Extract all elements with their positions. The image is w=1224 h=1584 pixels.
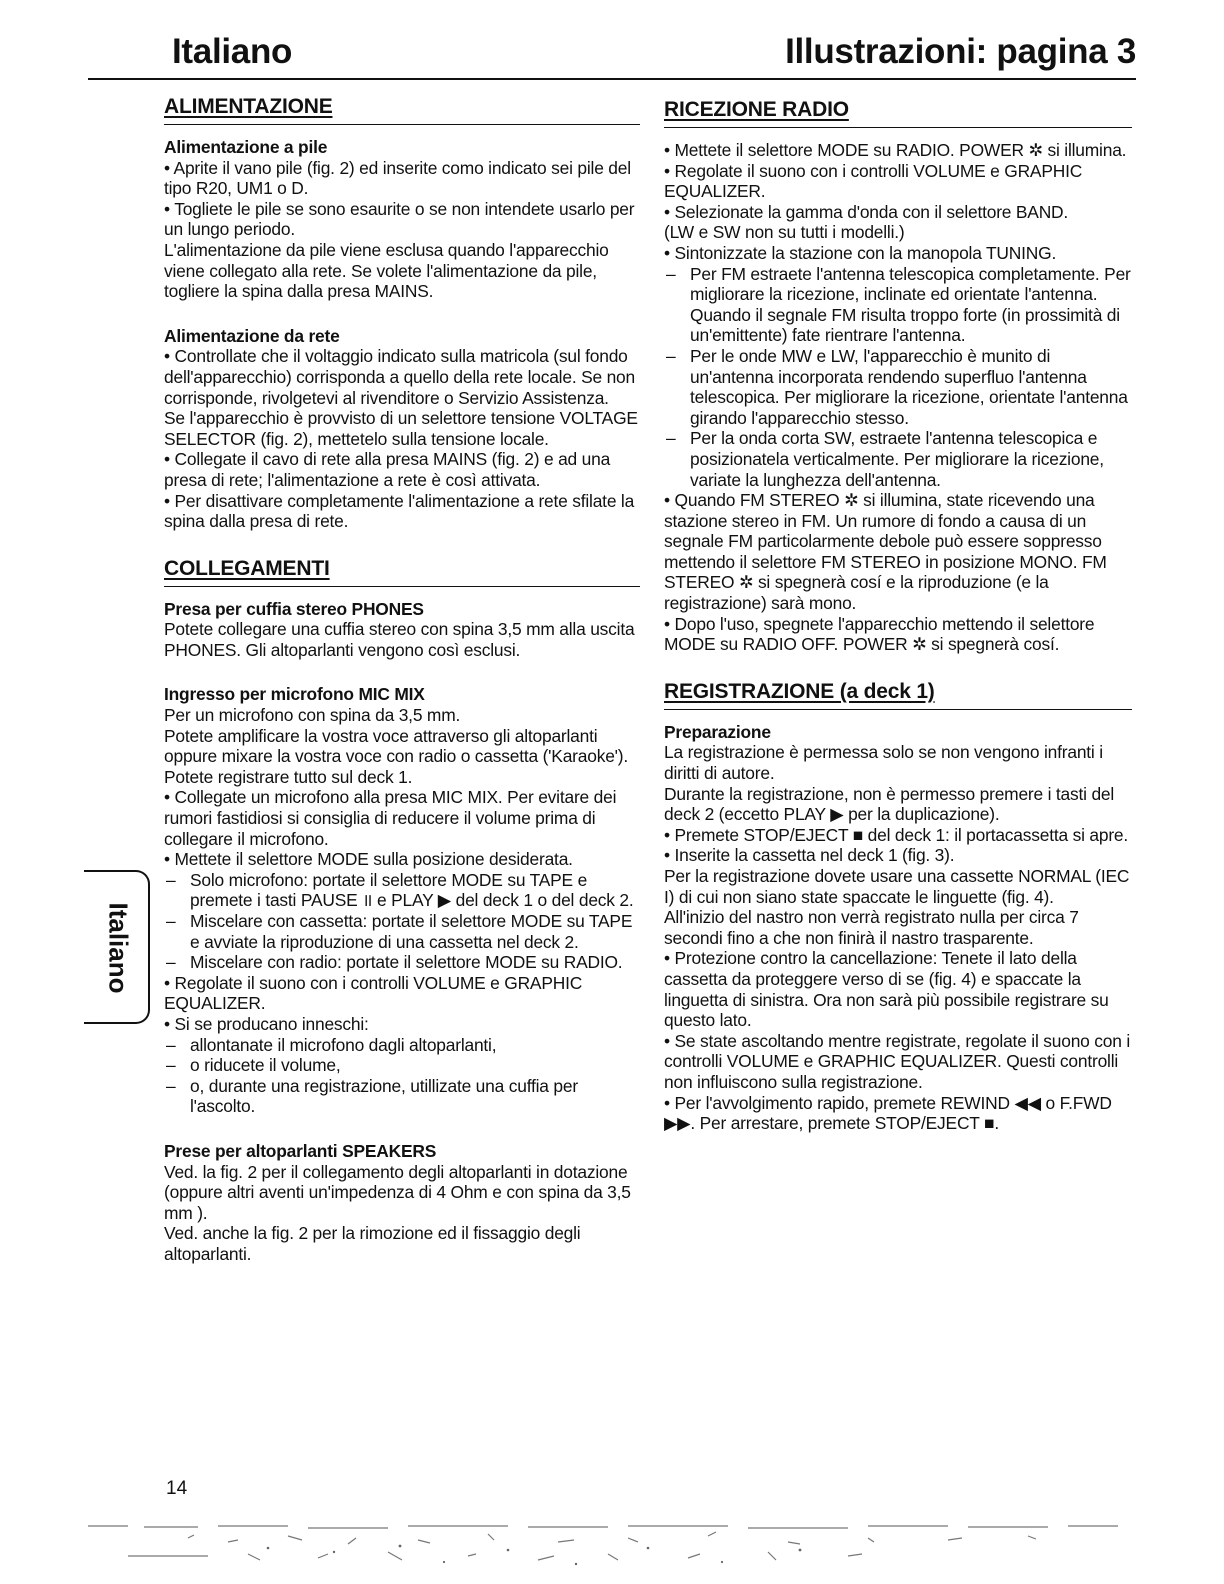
- bullet-item: • Per l'avvolgimento rapido, premete REWIND ◀◀ o F.FWD ▶▶. Per arrestare, premete STOP/EJECT ■.: [664, 1092, 1112, 1134]
- dash-item: – Solo microfono: portate il selettore MODE su TAPE e premete i tasti PAUSE ॥ e PLAY ▶ del deck 1 o del deck 2.: [164, 870, 640, 911]
- section-registrazione: [664, 679, 1132, 1134]
- bullet-item: • Sintonizzate la stazione con la manopola TUNING.: [664, 242, 1057, 263]
- section-collegamenti: [164, 556, 640, 1265]
- bullet-item: • Selezionate la gamma d'onda con il selettore BAND.: [664, 201, 1069, 222]
- bullet-item: • Se state ascoltando mentre registrate, regolate il suono con i controlli VOLUME e GRAPHIC EQUALIZER. Questi controlli non influiscono sulla registrazione.: [664, 1030, 1131, 1092]
- dash-item: – o riducete il volume,: [164, 1055, 640, 1076]
- paragraph: Per la registrazione dovete usare una cassette NORMAL (IEC I) di cui non siano state spaccate le linguette (fig. 4).: [664, 866, 1130, 907]
- dash-item: – Per le onde MW e LW, l'apparecchio è munito di un'antenna incorporata rendendo superfluo l'antenna telescopica. Per migliorare la ricezione, orientate l'antenna girando l'apparecchio stesso.: [664, 346, 1132, 428]
- section-title-ricezione-radio: RICEZIONE RADIO: [664, 97, 1132, 128]
- subheading-alimentazione-pile: Alimentazione a pile: [164, 137, 328, 157]
- paragraph: Ved. anche la fig. 2 per la rimozione ed il fissaggio degli altoparlanti.: [164, 1223, 581, 1264]
- bullet-item: • Togliete le pile se sono esaurite o se non intendete usarlo per un lungo periodo.: [164, 198, 635, 240]
- subheading-speakers: Prese per altoparlanti SPEAKERS: [164, 1140, 437, 1161]
- dash-item: – Miscelare con radio: portate il selettore MODE su RADIO.: [164, 952, 640, 973]
- section-title-registrazione: REGISTRAZIONE (a deck 1): [664, 679, 1132, 710]
- paragraph: Per un microfono con spina da 3,5 mm.: [164, 705, 461, 726]
- bullet-item: • Inserite la cassetta nel deck 1 (fig. 3).: [664, 845, 955, 866]
- header-rule: [88, 78, 1136, 80]
- paragraph: (LW e SW non su tutti i modelli.): [664, 222, 905, 243]
- paragraph: All'inizio del nastro non verrà registrato nulla per circa 7 secondi fino a che non finirà il nastro trasparente.: [664, 907, 1079, 948]
- bullet-item: • Quando FM STEREO ✲ si illumina, state ricevendo una stazione stereo in FM. Un rumore di fondo a causa di un segnale FM particolarmente debole può essere soppresso mettendo il selettore FM STEREO in posizione MONO. FM STEREO ✲ si spegnerà cosí e la riproduzione (e la registrazione) sarà mono.: [664, 490, 1107, 614]
- dash-item: – Miscelare con cassetta: portate il selettore MODE su TAPE e avviate la riproduzione di una cassetta nel deck 2.: [164, 911, 640, 952]
- left-column: [164, 94, 640, 1265]
- bullet-item: • Premete STOP/EJECT ■ del deck 1: il portacassetta si apre.: [664, 824, 1129, 845]
- bullet-item: • Mettete il selettore MODE sulla posizione desiderata.: [164, 849, 573, 870]
- page-number: 14: [166, 1478, 188, 1499]
- dash-item: – o, durante una registrazione, utillizate una cuffia per l'ascolto.: [164, 1076, 640, 1117]
- bullet-item: • Regolate il suono con i controlli VOLUME e GRAPHIC EQUALIZER.: [664, 160, 1083, 202]
- section-ricezione-radio: [664, 97, 1132, 655]
- paragraph: Potete amplificare la vostra voce attraverso gli altoparlanti oppure mixare la vostra voce con radio o cassetta ('Karaoke'). Potete registrare tutto sul deck 1.: [164, 725, 629, 787]
- paragraph: L'alimentazione da pile viene esclusa quando l'apparecchio viene collegato alla rete. Se volete l'alimentazione da pile, togliere la spina dalla presa MAINS.: [164, 239, 609, 302]
- side-language-tab-text: Italiano: [103, 902, 134, 994]
- scan-noise-decoration: [88, 1522, 1128, 1572]
- bullet-item: • Controllate che il voltaggio indicato sulla matricola (sul fondo dell'apparecchio) corrisponda a quello della rete locale. Se non corrisponde, rivolgetevi al rivenditore o Servizio Assistenza.: [164, 346, 636, 408]
- bullet-item: • Si se producano inneschi:: [164, 1013, 369, 1034]
- header-language-title: Italiano: [172, 32, 293, 71]
- subheading-phones: Presa per cuffia stereo PHONES: [164, 598, 424, 619]
- dash-item: – allontanate il microfono dagli altoparlanti,: [164, 1035, 640, 1056]
- bullet-item: • Collegate il cavo di rete alla presa MAINS (fig. 2) e ad una presa di rete; l'alimentazione a rete è così attivata.: [164, 449, 611, 490]
- subheading-mic-mix: Ingresso per microfono MIC MIX: [164, 684, 425, 705]
- section-alimentazione: [164, 94, 640, 532]
- bullet-item: • Collegate un microfono alla presa MIC MIX. Per evitare dei rumori fastidiosi si consiglia di reducere il volume prima di collegare il microfono.: [164, 787, 617, 849]
- paragraph: Durante la registrazione, non è permesso premere i tasti del deck 2 (eccetto PLAY ▶ per la duplicazione).: [664, 783, 1115, 825]
- paragraph: La registrazione è permessa solo se non vengono infranti i diritti di autore.: [664, 742, 1103, 784]
- dash-item: – Per FM estraete l'antenna telescopica completamente. Per migliorare la ricezione, inclinate ed orientate l'antenna. Quando il segnale FM risulta troppo forte (in prossimità di un'emittente) fate rientrare l'antenna.: [664, 264, 1132, 346]
- header-illustrations-reference: Illustrazioni: pagina 3: [785, 32, 1136, 71]
- paragraph: Se l'apparecchio è provvisto di un selettore tensione VOLTAGE SELECTOR (fig. 2), mettetelo sulla tensione locale.: [164, 408, 638, 449]
- section-title-alimentazione: ALIMENTAZIONE: [164, 94, 640, 125]
- subheading-alimentazione-rete: Alimentazione da rete: [164, 325, 340, 346]
- bullet-item: • Per disattivare completamente l'alimentazione a rete sfilate la spina dalla presa di rete.: [164, 490, 635, 532]
- section-title-collegamenti: COLLEGAMENTI: [164, 556, 640, 587]
- paragraph: Potete collegare una cuffia stereo con spina 3,5 mm alla uscita PHONES. Gli altoparlanti vengono così esclusi.: [164, 619, 635, 660]
- bullet-item: • Protezione contro la cancellazione: Tenete il lato della cassetta da proteggere verso di se (fig. 4) e spaccate la linguetta di sinistra. Ora non sarà più possibile registrare su questo lato.: [664, 948, 1109, 1031]
- dash-item: – Per la onda corta SW, estraete l'antenna telescopica e posizionatela verticalmente. Per migliorare la ricezione, variate la lunghezza dell'antenna.: [664, 428, 1132, 490]
- right-column: [664, 97, 1132, 1134]
- paragraph: Ved. la fig. 2 per il collegamento degli altoparlanti in dotazione (oppure altri aventi un'impedenza di 4 Ohm e con spina da 3,5 mm ).: [164, 1161, 631, 1223]
- subheading-preparazione: Preparazione: [664, 721, 771, 742]
- side-language-tab-label: [98, 900, 138, 996]
- bullet-item: • Regolate il suono con i controlli VOLUME e GRAPHIC EQUALIZER.: [164, 972, 583, 1014]
- bullet-item: • Aprite il vano pile (fig. 2) ed inserite como indicato sei pile del tipo R20, UM1 o D.: [164, 157, 631, 199]
- bullet-item: • Mettete il selettore MODE su RADIO. POWER ✲ si illumina.: [664, 140, 1127, 160]
- bullet-item: • Dopo l'uso, spegnete l'apparecchio mettendo il selettore MODE su RADIO OFF. POWER ✲ si spegnerà cosí.: [664, 613, 1095, 655]
